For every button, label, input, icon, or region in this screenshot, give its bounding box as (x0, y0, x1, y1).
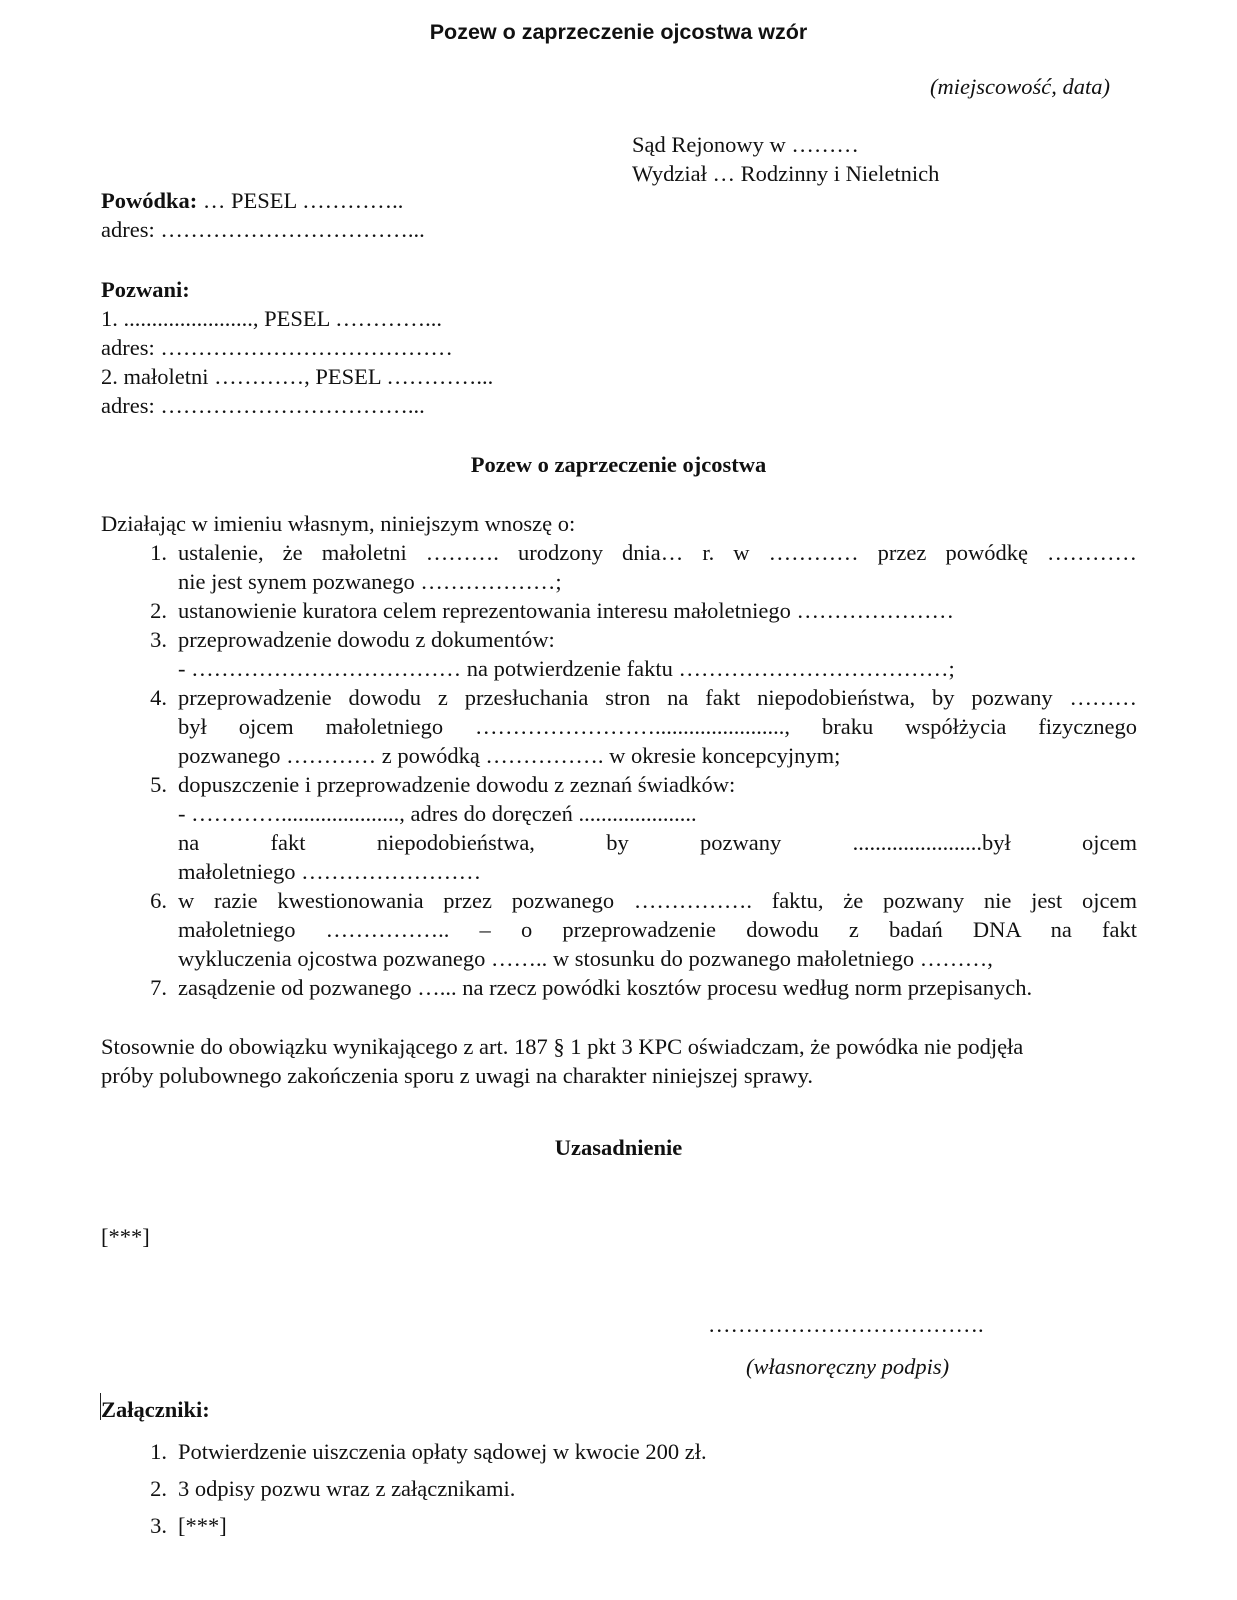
justification-title: Uzasadnienie (554, 1135, 683, 1160)
request-line: ustalenie, że małoletni ………. urodzony dnia… r. w ………… przez powódkę ………… (178, 540, 1137, 565)
request-line: ustanowienie kuratora celem reprezentowania interesu małoletniego ………………… (178, 598, 954, 623)
attachments-heading: Załączniki: (101, 1397, 210, 1422)
statement-line: Stosownie do obowiązku wynikającego z art. 187 § 1 pkt 3 KPC oświadczam, że powódka nie podjęła (101, 1034, 1024, 1059)
settlement-statement (101, 1032, 1137, 1090)
request-line: dopuszczenie i przeprowadzenie dowodu z zeznań świadków: (178, 772, 736, 797)
request-item (101, 770, 1137, 886)
request-line: przeprowadzenie dowodu z dokumentów: (178, 627, 555, 652)
request-number: 5. (150, 772, 167, 797)
attachment-item (101, 1511, 707, 1548)
attachment-number: 3. (150, 1513, 167, 1538)
intro-text: Działając w imieniu własnym, niniejszym wnoszę o: (101, 511, 576, 536)
plaintiff-label: Powódka: (101, 188, 198, 213)
request-item (101, 625, 1137, 683)
request-line: małoletniego …………………… (178, 859, 482, 884)
request-line: w razie kwestionowania przez pozwanego ……………. faktu, że pozwany nie jest ojcem (178, 888, 1137, 913)
request-number: 1. (150, 540, 167, 565)
request-line: pozwanego ………… z powódką ……………. w okresie koncepcyjnym; (178, 743, 841, 768)
defendant-line: adres: ……………………………... (101, 393, 425, 418)
signature-line: ………………………………. (708, 1312, 984, 1337)
justification-placeholder: [***] (101, 1224, 150, 1249)
lawsuit-title: Pozew o zaprzeczenie ojcostwa (470, 452, 767, 477)
plaintiff-block (101, 186, 425, 244)
place-date: (miejscowość, data) (930, 74, 1110, 99)
request-item (101, 596, 1137, 625)
request-line: - ……………………………… na potwierdzenie faktu ………………………………; (178, 656, 955, 681)
plaintiff-line (101, 186, 425, 215)
request-line: małoletniego …………….. – o przeprowadzenie dowodu z badań DNA na fakt (178, 917, 1137, 942)
request-number: 7. (150, 975, 167, 1000)
document-title: Pozew o zaprzeczenie ojcostwa wzór (429, 20, 808, 44)
attachment-text: Potwierdzenie uiszczenia opłaty sądowej w kwocie 200 zł. (178, 1439, 707, 1464)
attachment-text: 3 odpisy pozwu wraz z załącznikami. (178, 1476, 516, 1501)
request-line: zasądzenie od pozwanego …... na rzecz powódki kosztów procesu według norm przepisanych. (178, 975, 1033, 1000)
request-item (101, 886, 1137, 973)
attachments-list (101, 1437, 707, 1548)
statement-line: próby polubownego zakończenia sporu z uwagi na charakter niniejszej sprawy. (101, 1063, 814, 1088)
request-line: - …………....................., adres do doręczeń ..................... (178, 801, 697, 826)
attachment-item (101, 1474, 707, 1511)
request-item (101, 683, 1137, 770)
court-line-2: Wydział … Rodzinny i Nieletnich (632, 161, 940, 186)
court-address (632, 130, 939, 188)
request-item (101, 973, 1137, 1002)
request-number: 6. (150, 888, 167, 913)
court-line-1: Sąd Rejonowy w ……… (632, 132, 859, 157)
defendant-line: 2. małoletni …………, PESEL …………... (101, 364, 494, 389)
request-number: 4. (150, 685, 167, 710)
defendant-line: adres: ………………………………… (101, 335, 453, 360)
plaintiff-value: … PESEL ………….. (197, 188, 404, 213)
request-number: 2. (150, 598, 167, 623)
request-line: wykluczenia ojcostwa pozwanego …….. w stosunku do pozwanego małoletniego ………, (178, 946, 993, 971)
defendant-line: 1. ......................., PESEL …………... (101, 306, 443, 331)
defendants-label: Pozwani: (101, 277, 190, 302)
plaintiff-address: adres: ……………………………... (101, 217, 425, 242)
attachment-number: 2. (150, 1476, 167, 1501)
request-number: 3. (150, 627, 167, 652)
request-line: był ojcem małoletniego ……………………......................., braku współżycia fizycznego (178, 714, 1137, 739)
attachment-text: [***] (178, 1513, 227, 1538)
requests-list (101, 538, 1137, 1002)
attachment-item (101, 1437, 707, 1474)
request-item (101, 538, 1137, 596)
request-line: przeprowadzenie dowodu z przesłuchania stron na fakt niepodobieństwa, by pozwany ……… (178, 685, 1137, 710)
attachment-number: 1. (150, 1439, 167, 1464)
request-line: na fakt niepodobieństwa, by pozwany .......................był ojcem (178, 830, 1137, 855)
signature-label: (własnoręczny podpis) (746, 1354, 950, 1379)
defendants-block (101, 275, 493, 420)
request-line: nie jest synem pozwanego ………………; (178, 569, 562, 594)
